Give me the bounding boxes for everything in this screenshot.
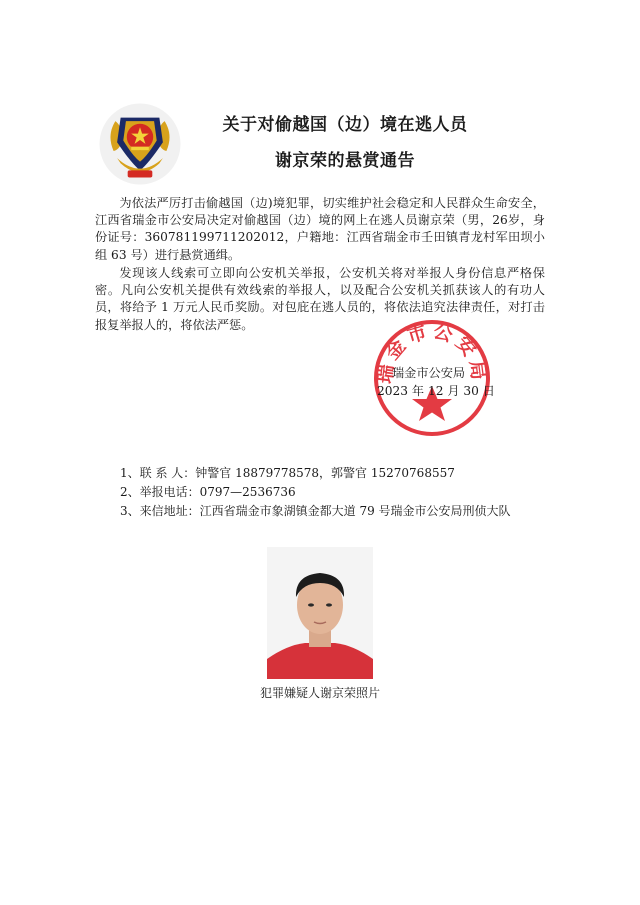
photo-caption: 犯罪嫌疑人谢京荣照片 [259,686,380,700]
police-emblem-icon [96,100,184,188]
suspect-photo [267,547,373,679]
report-phone: 2、举报电话：0797—2536736 [120,485,296,499]
notice-paragraph-1: 为依法严厉打击偷越国（边)境犯罪，切实维护社会稳定和人民群众生命安全，江西省瑞金市公安局决定对偷越国（边）境的网上在逃人员谢京荣（男，26岁，身份证号：360781199711202012，户籍地：江西省瑞金市壬田镇青龙村军田坝小组 63 号）进行悬赏通缉。 [95,196,545,262]
contact-person: 1、联 系 人：钟警官 18879778578，郭警官 15270768557 [120,466,455,480]
notice-title-line2: 谢京荣的悬赏通告 [275,151,415,171]
notice-paragraph-2: 发现该人线索可立即向公安机关举报，公安机关将对举报人身份信息严格保密。凡向公安机关提供有效线索的举报人，以及配合公安机关抓获该人的有功人员，将给予 1 万元人民币奖励。对包庇在逃人员的，将依法追究法律责任，对打击报复举报人的，将依法严惩。 [95,266,545,332]
seal-text: 瑞金市公安局 [373,320,491,385]
signature-organization: 瑞金市公安局 [392,366,466,380]
signature-date: 2023 年 12 月 30 日 [377,384,495,398]
contact-list [120,464,511,521]
notice-title-line1: 关于对偷越国（边）境在逃人员 [222,115,468,135]
mail-address: 3、来信地址：江西省瑞金市象湖镇金都大道 79 号瑞金市公安局刑侦大队 [120,504,511,518]
